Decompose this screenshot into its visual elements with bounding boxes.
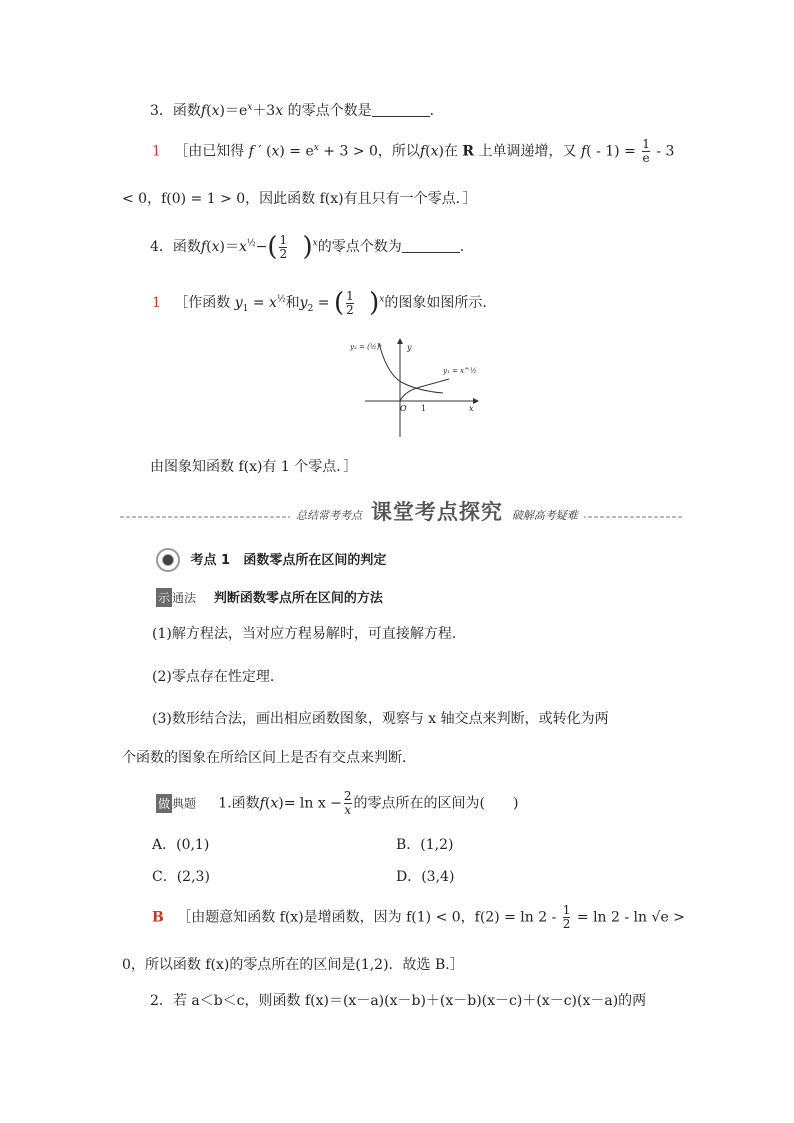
q4-stem: 4．函数$f(x)=x^{\frac{1}{2}}-$( $\frac{1}{2}$ )$^x$的零点个数为 ． bbox=[150, 232, 474, 262]
method-item: (3)数形结合法，画出相应函数图象，观察与 x 轴交点来判断，或转化为两 bbox=[152, 711, 609, 727]
answer-blank bbox=[372, 104, 430, 117]
q3-explanation-line1: 1 ［由已知得 f ′ $(x) = e^x + 3 > 0$，所以f(x)在 R 上单调递增，又 f( - 1) = $\frac{1}{e}$ - 3 bbox=[152, 137, 675, 165]
q3-stem: 3．函数$f(x)=e^x+3x$ 的零点个数是 ． bbox=[150, 102, 444, 119]
method-item: 个函数的图象在所给区间上是否有交点来判断． bbox=[122, 750, 416, 766]
fraction-1-over-e: $\frac{1}{e}$ bbox=[642, 137, 650, 165]
target-circle-icon bbox=[156, 548, 180, 572]
example-tag: 做 bbox=[156, 794, 172, 813]
q4-conclusion: 由图象知函数 f(x)有 1 个零点．］ bbox=[150, 459, 358, 475]
section-banner: 总结常考考点 课堂考点探究 破解高考疑难 bbox=[290, 496, 584, 526]
kaodian-heading: 考点 1 函数零点所在区间的判定 bbox=[156, 548, 386, 572]
y1-label: y₁ = x^½ bbox=[443, 367, 477, 375]
origin-label: O bbox=[400, 404, 407, 413]
y-axis-label: y bbox=[407, 343, 412, 352]
method-heading: 示 通法 判断函数零点所在区间的方法 bbox=[156, 587, 383, 607]
option-a: A．(0,1) bbox=[152, 837, 210, 853]
example-question: 做 典题 1.函数f(x)= ln x − $\frac{2}{x}$ 的零点所在的区间为( ) bbox=[158, 789, 519, 817]
option-c: C．(2,3) bbox=[152, 869, 210, 885]
example-explanation-line1: B ［由题意知函数 f(x)是增函数，因为 f(1) < 0，f(2) = ln 2 - $\frac{1}{2}$ = ln 2 - ln √e > bbox=[152, 903, 685, 931]
y-axis-arrow bbox=[397, 338, 403, 344]
q2-stem: 2．若 a＜b＜c，则函数 f(x)＝(x－a)(x－b)＋(x－b)(x－c)＋(x－c)(x－a)的两 bbox=[150, 993, 647, 1009]
x-axis-arrow bbox=[473, 398, 479, 404]
method-item: (2)零点存在性定理． bbox=[152, 669, 284, 685]
q3-explanation-line2: < 0，f(0) = 1 > 0，因此函数 f(x)有且只有一个零点．］ bbox=[122, 191, 477, 207]
function-graph bbox=[345, 335, 480, 440]
option-b: B．(1,2) bbox=[396, 837, 454, 853]
q4-answer: 1 bbox=[152, 295, 161, 311]
tick-one-label: 1 bbox=[421, 404, 427, 413]
example-answer: B bbox=[152, 909, 164, 926]
answer-blank bbox=[402, 240, 460, 253]
q4-explanation: 1 ［作函数 $y_1 = x^{\frac{1}{2}}$和$y_2$ = ( $\frac{1}{2}$ )$^x$的图象如图所示． bbox=[152, 288, 497, 318]
method-item: (1)解方程法，当对应方程易解时，可直接解方程． bbox=[152, 626, 466, 642]
y2-label: y₂ = (½)ˣ bbox=[350, 343, 382, 351]
method-tag: 示 bbox=[156, 588, 172, 607]
example-explanation-line2: 0，所以函数 f(x)的零点所在的区间是(1,2)．故选 B.］ bbox=[122, 957, 464, 973]
option-d: D．(3,4) bbox=[396, 869, 455, 885]
x-axis-label: x bbox=[469, 404, 474, 413]
q3-answer: 1 bbox=[152, 143, 161, 160]
